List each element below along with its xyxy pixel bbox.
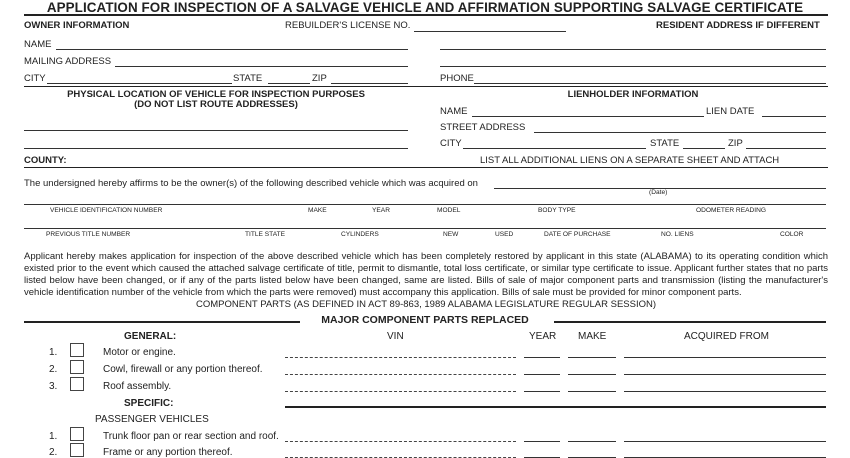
passenger-label: PASSENGER VEHICLES [95,414,209,425]
part-vin-field[interactable] [285,374,516,375]
body-type-caption: BODY TYPE [538,207,576,214]
owner-name-label: NAME [24,39,52,50]
specific-rule [285,406,826,408]
part-checkbox[interactable] [70,377,84,391]
mailing-field[interactable] [115,66,408,67]
part-make-field[interactable] [568,374,616,375]
part-label: Trunk floor pan or rear section and roof. [103,431,279,442]
application-statement [24,251,828,311]
owner-name-field[interactable] [56,49,408,50]
owner-state-field[interactable] [268,83,310,84]
make-caption: MAKE [308,207,327,214]
phone-label: PHONE [440,73,474,84]
part-checkbox[interactable] [70,427,84,441]
lien-name-field[interactable] [472,116,704,117]
part-year-field[interactable] [524,441,560,442]
owner-city-label: CITY [24,73,46,84]
lien-date-label: LIEN DATE [706,106,755,117]
part-number: 2. [49,364,58,375]
lien-city-field[interactable] [463,148,646,149]
component-parts-line: COMPONENT PARTS (AS DEFINED IN ACT 89-863, 1989 ALABAMA LEGISLATURE REGULAR SESSION) [195,299,657,310]
part-year-field[interactable] [524,391,560,392]
general-label: GENERAL: [124,331,177,342]
rebuilder-label: REBUILDER'S LICENSE NO. [285,20,411,31]
section-rule-1 [24,86,828,87]
part-label: Cowl, firewall or any portion thereof. [103,364,263,375]
form-title: APPLICATION FOR INSPECTION OF A SALVAGE VEHICLE AND AFFIRMATION SUPPORTING SALVAGE CERTIFICATE [46,0,804,15]
vin-caption: VEHICLE IDENTIFICATION NUMBER [50,207,163,214]
lien-zip-label: ZIP [728,138,743,149]
part-checkbox[interactable] [70,343,84,357]
part-number: 3. [49,381,58,392]
rebuilder-field[interactable] [414,31,566,32]
street-field[interactable] [534,132,826,133]
make-col-header: MAKE [578,331,607,342]
liens-note: LIST ALL ADDITIONAL LIENS ON A SEPARATE SHEET AND ATTACH [480,155,780,166]
part-acquired-field[interactable] [624,374,826,375]
vehicle-row-1-line[interactable] [24,204,826,205]
vehicle-row-2-line[interactable] [24,228,826,229]
part-make-field[interactable] [568,441,616,442]
part-label: Motor or engine. [103,347,176,358]
resident-heading: RESIDENT ADDRESS IF DIFFERENT [656,20,820,31]
lien-zip-field[interactable] [746,148,826,149]
affirm-text: The undersigned hereby affirms to be the owner(s) of the following described vehicle which was acquired on [24,178,478,189]
title-rule [24,14,828,16]
part-number: 1. [49,347,58,358]
phone-field[interactable] [474,83,826,84]
county-label: COUNTY: [24,155,67,166]
part-acquired-field[interactable] [624,441,826,442]
location-heading: PHYSICAL LOCATION OF VEHICLE FOR INSPECTION PURPOSES [67,89,365,100]
used-caption: USED [495,231,514,238]
street-label: STREET ADDRESS [440,122,526,133]
parts-rule-left [24,321,300,323]
color-caption: COLOR [780,231,804,238]
resident-line-2[interactable] [440,66,826,67]
specific-label: SPECIFIC: [124,398,174,409]
parts-heading: MAJOR COMPONENT PARTS REPLACED [321,314,529,326]
acquired-col-header: ACQUIRED FROM [684,331,769,342]
section-rule-2 [24,167,828,168]
statement-body: Applicant hereby makes application for inspection of the above described vehicle which has been completely restored by applicant in this state (ALABAMA) to its operating condition which existed prior to the event which caused the attached salvage certificate of title, permit to dismantle, total loss certificate, or similar type certificate to issue. Applicant further states that no parts listed below have been changed, or if any of the parts listed below have been changed, same are listed. Bills of sale of major component parts and transmission (listing the manufacturer's vehicle identification number of the vehicle from which the parts were removed) must accompany this application. Bills of sale must be provided for minor component parts. [24,251,828,298]
part-vin-field[interactable] [285,391,516,392]
no-liens-caption: NO. LIENS [661,231,694,238]
part-label: Roof assembly. [103,381,172,392]
part-checkbox[interactable] [70,360,84,374]
title-state-caption: TITLE STATE [245,231,286,238]
location-line-2[interactable] [24,148,408,149]
purchase-date-caption: DATE OF PURCHASE [544,231,611,238]
owner-zip-field[interactable] [331,83,408,84]
odometer-caption: ODOMETER READING [696,207,766,214]
location-subheading: (DO NOT LIST ROUTE ADDRESSES) [134,99,298,110]
owner-state-label: STATE [233,73,263,84]
part-make-field[interactable] [568,391,616,392]
model-caption: MODEL [437,207,461,214]
date-caption: (Date) [649,189,668,196]
lien-city-label: CITY [440,138,462,149]
part-number: 2. [49,447,58,458]
owner-zip-label: ZIP [312,73,327,84]
lienholder-heading: LIENHOLDER INFORMATION [567,89,699,100]
mailing-label: MAILING ADDRESS [24,56,112,67]
lien-state-field[interactable] [683,148,725,149]
new-caption: NEW [443,231,459,238]
resident-line-1[interactable] [440,49,826,50]
year-caption: YEAR [372,207,390,214]
part-vin-field[interactable] [285,357,516,358]
part-year-field[interactable] [524,374,560,375]
part-label: Frame or any portion thereof. [103,447,233,458]
location-line-1[interactable] [24,130,408,131]
part-checkbox[interactable] [70,443,84,457]
year-col-header: YEAR [529,331,557,342]
part-make-field[interactable] [568,357,616,358]
owner-city-field[interactable] [47,83,232,84]
parts-rule-right [554,321,826,323]
owner-heading: OWNER INFORMATION [24,20,130,31]
lien-name-label: NAME [440,106,468,117]
prev-title-caption: PREVIOUS TITLE NUMBER [46,231,131,238]
part-year-field[interactable] [524,357,560,358]
part-vin-field[interactable] [285,441,516,442]
lien-state-label: STATE [650,138,680,149]
part-number: 1. [49,431,58,442]
lien-date-field[interactable] [762,116,826,117]
cylinders-caption: CYLINDERS [341,231,379,238]
part-acquired-field[interactable] [624,357,826,358]
part-acquired-field[interactable] [624,391,826,392]
vin-col-header: VIN [387,331,404,342]
